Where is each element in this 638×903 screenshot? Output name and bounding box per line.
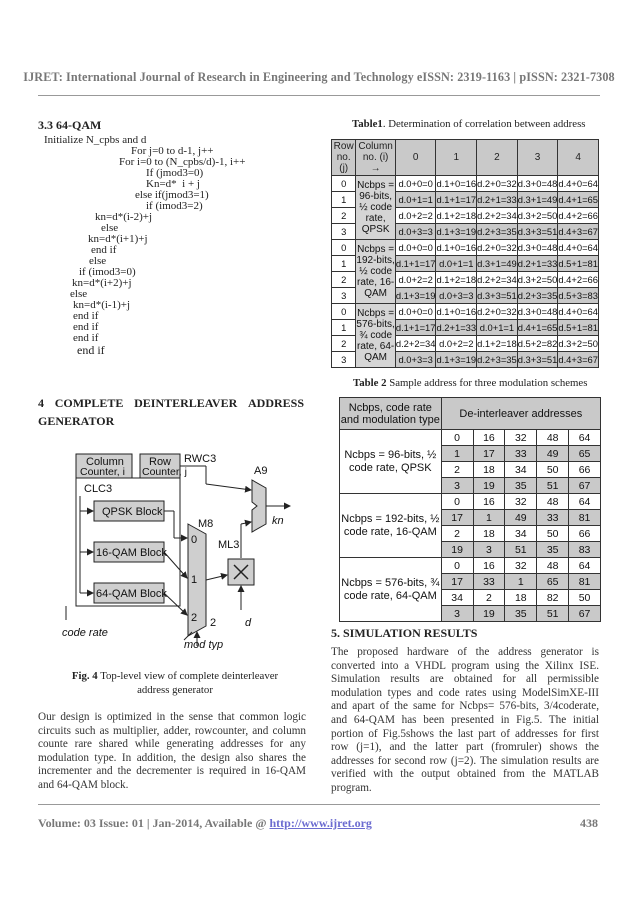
m8-label: M8 [198,518,214,530]
table-1-cell: d.1+1=17 [395,256,436,272]
row-counter-label-2: Counter, j [142,466,187,478]
section-5-title: 5. SIMULATION RESULTS [331,626,478,640]
table-1-cell: d.4+2=66 [558,272,599,288]
table-1 [331,139,599,368]
table-1-cell: d.1+1=17 [436,192,477,208]
footer-rule [38,804,600,805]
qam64-label: 64-QAM Block [96,588,167,600]
table-1-cell: d.3+2=50 [517,208,558,224]
table-1-cell: d.0+2=2 [395,272,436,288]
table-1-cell: d.4+1=65 [517,320,558,336]
table-2-cell: 65 [537,574,569,590]
table-1-head-0: 0 [395,140,436,176]
table-1-group-label: Ncbps = 192-bits, ½ code rate, 16-QAM [356,240,396,304]
section-4-title: 4 COMPLETE DEINTERLEAVER ADDRESS [38,396,304,410]
table-2-cell: 2 [441,462,473,478]
table-1-cell: d.2+0=32 [477,304,518,320]
table-1-cell: d.0+1=1 [477,320,518,336]
table-2-cell: 0 [441,430,473,446]
table-1-row-index: 1 [332,320,356,336]
table-2-cell: 67 [569,606,601,622]
table-1-cell: d.0+3=3 [395,352,436,368]
mod-typ-label: mod typ [184,639,224,650]
table-2-group-label: Ncbps = 192-bits, ½ code rate, 16-QAM [340,494,442,558]
table-2-cell: 16 [473,494,505,510]
code-line-10: end if [91,244,117,256]
table-1-row [332,176,599,192]
table-1-cell: d.4+0=64 [558,176,599,192]
code-line-14: else [70,288,88,300]
table-1-cell: d.0+3=3 [436,288,477,304]
table-1-cell: d.1+2=18 [436,272,477,288]
table-1-cell: d.3+0=48 [517,176,558,192]
table-1-cell: d.3+1=49 [517,192,558,208]
code-line-12: if (imod3=0) [79,266,136,278]
table-2-cell: 82 [537,590,569,606]
table-1-caption: Table1. Determination of correlation between address [352,118,586,130]
table-2-cell: 66 [569,462,601,478]
table-1-cell: d.1+3=19 [395,288,436,304]
table-2-cell: 50 [537,526,569,542]
table-1-cell: d.3+3=51 [517,352,558,368]
table-2-row [340,494,601,510]
table-1-row-index: 2 [332,208,356,224]
table-1-cell: d.1+0=16 [436,304,477,320]
table-1-cell: d.1+3=19 [436,224,477,240]
code-line-19: end if [77,343,105,357]
table-1-cell: d.1+2=18 [436,208,477,224]
table-1-row-index: 0 [332,304,356,320]
code-line-16: end if [73,310,99,322]
table-2-cell: 34 [505,526,537,542]
mux-0-label: 0 [191,534,198,546]
table-2-cell: 1 [473,510,505,526]
table-1-cell: d.2+2=34 [477,208,518,224]
table-1-cell: d.3+2=50 [517,272,558,288]
table-1-cell: d.3+2=50 [558,336,599,352]
table-2-cell: 33 [537,510,569,526]
table-1-cell: d.2+2=34 [395,336,436,352]
section-4-title-line2: GENERATOR [38,414,115,428]
code-line-9: kn=d*(i+1)+j [88,233,148,245]
clc-label: CLC3 [84,483,113,495]
page-number: 438 [580,816,598,830]
table-2-cell: 48 [537,430,569,446]
table-1-cell: d.2+0=32 [477,240,518,256]
table-2-cell: 35 [537,542,569,558]
table-2-cell: 32 [505,494,537,510]
table-1-cell: d.2+0=32 [477,176,518,192]
table-2-cell: 48 [537,558,569,574]
table-1-cell: d.2+1=33 [477,192,518,208]
table-2-cell: 49 [537,446,569,462]
table-1-group-label: Ncbps = 576-bits, ¾ code rate, 64-QAM [356,304,396,368]
table-2-cell: 66 [569,526,601,542]
table-2-cell: 81 [569,510,601,526]
table-1-cell: d.2+1=33 [436,320,477,336]
table-2-cell: 83 [569,542,601,558]
table-1-cell: d.0+3=3 [395,224,436,240]
table-2-group-label: Ncbps = 96-bits, ½ code rate, QPSK [340,430,442,494]
table-1-cell: d.0+0=0 [395,304,436,320]
table-2-cell: 32 [505,430,537,446]
table-2-cell: 2 [441,526,473,542]
table-1-cell: d.2+2=34 [477,272,518,288]
table-2-cell: 19 [441,542,473,558]
code-line-6: if (imod3=2) [146,200,203,212]
table-1-cell: d.3+0=48 [517,304,558,320]
table-2-cell: 51 [537,478,569,494]
table-1-cell: d.5+1=81 [558,320,599,336]
code-line-15: kn=d*(i-1)+j [73,299,131,311]
table-1-cell: d.1+0=16 [436,240,477,256]
table-2-cell: 81 [569,574,601,590]
row-counter-label: Row [149,456,172,468]
table-1-row-index: 0 [332,176,356,192]
table-2-head-right: De-interleaver addresses [441,398,600,430]
code-line-8: else [101,222,119,234]
code-line-1: For j=0 to d-1, j++ [131,145,214,157]
table-2-cell: 19 [473,606,505,622]
table-1-cell: d.4+3=67 [558,224,599,240]
column-counter-label: Column [86,456,124,468]
table-2-cell: 32 [505,558,537,574]
table-2 [339,397,601,622]
table-1-head-row: Row no.(j) [332,140,356,176]
section-3-3-title: 3.3 64-QAM [38,118,102,132]
table-2-cell: 49 [505,510,537,526]
table-1-row-index: 3 [332,224,356,240]
code-line-11: else [89,255,107,267]
kn-label: kn [272,515,284,527]
table-1-cell: d.2+3=35 [517,288,558,304]
table-2-cell: 64 [569,494,601,510]
table-1-cell: d.5+2=82 [517,336,558,352]
table-2-cell: 1 [441,446,473,462]
table-1-cell: d.5+3=83 [558,288,599,304]
table-1-row-index: 1 [332,192,356,208]
table-2-row [340,430,601,446]
code-line-4: Kn=d* i + j [146,178,200,190]
code-rate-label: code rate [62,627,108,639]
code-line-7: kn=d*(i-2)+j [95,211,153,223]
table-2-cell: 33 [473,574,505,590]
table-2-cell: 18 [505,590,537,606]
table-2-head-left: Ncbps, code rate and modulation type [340,398,442,430]
footer-link[interactable]: http://www.ijret.org [269,816,372,830]
table-2-cell: 50 [569,590,601,606]
table-1-cell: d.3+0=48 [517,240,558,256]
table-1-row-index: 1 [332,256,356,272]
table-2-group-label: Ncbps = 576-bits, ¾ code rate, 64-QAM [340,558,442,622]
table-2-cell: 16 [473,430,505,446]
table-2-row [340,558,601,574]
ml3-label: ML3 [218,539,240,551]
two-label: 2 [210,617,217,629]
mux-1-label: 1 [191,574,198,586]
table-2-cell: 64 [569,558,601,574]
table-2-cell: 17 [441,510,473,526]
table-1-cell: d.0+1=1 [436,256,477,272]
table-2-cell: 18 [473,462,505,478]
table-1-cell: d.0+2=2 [436,336,477,352]
table-2-cell: 51 [505,542,537,558]
mux-2-label: 2 [191,612,198,624]
table-1-cell: d.0+2=2 [395,208,436,224]
table-1-row [332,304,599,320]
code-line-0: Initialize N_cpbs and d [44,134,147,146]
table-2-cell: 35 [505,478,537,494]
figure-4-diagram [56,450,296,650]
table-1-cell: d.1+0=16 [436,176,477,192]
table-2-cell: 19 [473,478,505,494]
table-1-cell: d.3+3=51 [477,288,518,304]
table-2-cell: 48 [537,494,569,510]
table-1-cell: d.3+1=49 [477,256,518,272]
table-2-cell: 1 [505,574,537,590]
table-1-cell: d.1+1=17 [395,320,436,336]
table-1-row [332,240,599,256]
table-1-cell: d.4+0=64 [558,240,599,256]
table-2-cell: 34 [441,590,473,606]
footer-volume: Volume: 03 Issue: 01 | Jan-2014, Available @ http://www.ijret.org [38,816,372,830]
table-2-cell: 3 [441,478,473,494]
a9-label: A9 [254,465,268,477]
table-1-row-index: 2 [332,272,356,288]
code-line-5: else if(jmod3=1) [135,189,209,201]
table-2-cell: 0 [441,558,473,574]
table-2-cell: 67 [569,478,601,494]
table-2-cell: 3 [473,542,505,558]
table-2-cell: 18 [473,526,505,542]
table-2-cell: 17 [473,446,505,462]
table-1-row-index: 0 [332,240,356,256]
table-1-cell: d.0+0=0 [395,240,436,256]
table-2-cell: 64 [569,430,601,446]
table-1-row-index: 3 [332,352,356,368]
table-1-cell: d.4+3=67 [558,352,599,368]
table-1-head-3: 3 [517,140,558,176]
qam16-label: 16-QAM Block [96,547,167,559]
table-1-row-index: 2 [332,336,356,352]
left-paragraph: Our design is optimized in the sense that common logic circuits such as multiplier, adder, rowcounter, and column counte rare shared while generating addresses for any modulation type. In addition, the design also shares the incrementer and the decrementer is required in 16-QAM and 64-QAM block. [38,711,306,791]
table-2-cell: 50 [537,462,569,478]
table-1-head-1: 1 [436,140,477,176]
table-1-row-index: 3 [332,288,356,304]
table-1-head-4: 4 [558,140,599,176]
table-2-cell: 65 [569,446,601,462]
code-line-2: For i=0 to (N_cpbs/d)-1, i++ [119,156,246,168]
code-line-13: kn=d*(i+2)+j [72,277,132,289]
header-rule [38,95,600,96]
journal-header: IJRET: International Journal of Research in Engineering and Technology eISSN: 2319-1163 | pISSN: 2321-7308 [23,70,615,84]
table-1-cell: d.2+1=33 [517,256,558,272]
table-1-head-2: 2 [477,140,518,176]
table-2-cell: 0 [441,494,473,510]
table-2-cell: 35 [505,606,537,622]
table-1-cell: d.1+2=18 [477,336,518,352]
table-1-cell: d.0+0=0 [395,176,436,192]
table-1-cell: d.1+3=19 [436,352,477,368]
table-1-cell: d.5+1=81 [558,256,599,272]
table-2-cell: 33 [505,446,537,462]
table-1-cell: d.0+1=1 [395,192,436,208]
d-label: d [245,617,252,629]
table-2-cell: 51 [537,606,569,622]
column-counter-label-2: Counter, i [80,466,125,478]
table-1-cell: d.4+0=64 [558,304,599,320]
rwc-label: RWC3 [184,453,217,465]
qpsk-label: QPSK Block [102,506,163,518]
table-1-group-label: Ncbps = 96-bits, ½ code rate, QPSK [356,176,396,240]
code-line-18: end if [73,332,99,344]
table-2-cell: 16 [473,558,505,574]
table-2-cell: 2 [473,590,505,606]
table-2-cell: 3 [441,606,473,622]
table-2-cell: 17 [441,574,473,590]
figure-4-caption: Fig. 4 Top-level view of complete deinterleaver address generator [71,670,279,696]
table-1-cell: d.4+1=65 [558,192,599,208]
code-line-3: If (jmod3=0) [146,167,204,179]
code-line-17: end if [73,321,99,333]
table-1-cell: d.3+3=51 [517,224,558,240]
table-1-cell: d.2+3=35 [477,224,518,240]
right-paragraph: The proposed hardware of the address generator is converted into a VHDL program using the Xilinx ISE. Simulation results are obtained for all permissible modulation types and code rates using ModelSimXE-III and apart of the same for Ncbps= 576-bits, 3/4coderate, and 64-QAM has been presented in Fig.5. The initial portion of Fig.5shows the last part of addresses for first row (j=1), and the latter part (fromruler) shows the addresses for second row (j=2). The simulation results are verified with the output obtained from the MATLAB program. [331,646,599,794]
table-2-caption: Table 2 Sample address for three modulation schemes [353,377,588,389]
table-1-cell: d.2+3=35 [477,352,518,368]
table-1-head-col: Column no. (i) → [356,140,396,176]
table-1-cell: d.4+2=66 [558,208,599,224]
table-2-cell: 34 [505,462,537,478]
